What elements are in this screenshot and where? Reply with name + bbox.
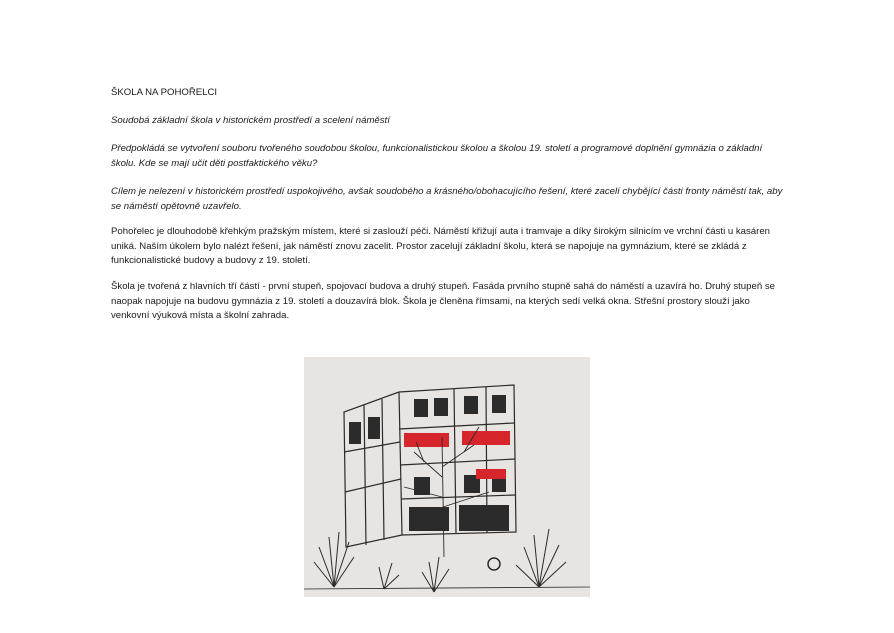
- title-text: ŠKOLA NA POHOŘELCI: [111, 87, 218, 98]
- subtitle-text: Soudobá základní škola v historickém prostředí a scelení náměstí: [111, 115, 390, 126]
- intro-text-1: Předpokládá se vytvoření souboru tvořeného soudobou školou, funkcionalistickou školou a školou 19. století a programové doplnění gymnázia o základní školu. Kde se mají učit děti postfaktického věku?: [111, 143, 763, 169]
- body-paragraph-2: [111, 280, 783, 324]
- body-text-1: Pohořelec je dlouhodobě křehkým pražským místem, které si zaslouží péči. Náměstí křižují auta i tramvaje a díky širokým silnicím ve vrchní části u kasáren uniká. Naším úkolem bylo nalézt řešení, jak náměstí znovu zacelit. Prostor zacelují základní školu, která se napojuje na gymnázium, které se zkládá z funkcionalistické budovy a budovy z 19. století.: [111, 226, 771, 267]
- school-sketch-image: [304, 357, 590, 597]
- body-paragraph-1: [111, 225, 783, 269]
- intro-paragraph-1: [111, 142, 783, 171]
- page-title: [111, 86, 783, 101]
- intro-text-2: Cílem je nelezení v historickém prostředí uspokojivého, avšak soudobého a krásného/obohacujícího řešení, které zacelí chybějící části fronty náměstí tak, aby se náměstí opětovně uzavřelo.: [111, 186, 783, 212]
- subtitle: [111, 114, 783, 129]
- sketch-drawing: [304, 357, 590, 597]
- body-text-2: Škola je tvořená z hlavních tří částí - první stupeň, spojovací budova a druhý stupeň. Fasáda prvního stupně sahá do náměstí a uzavírá ho. Druhý stupeň se naopak napojuje na budovu gymnázia z 19. století a douzavírá blok. Škola je členěna římsami, na kterých sedí velká okna. Střešní prostory slouží jako venkovní výuková místa a školní zahrada.: [111, 281, 775, 322]
- intro-paragraph-2: [111, 185, 783, 214]
